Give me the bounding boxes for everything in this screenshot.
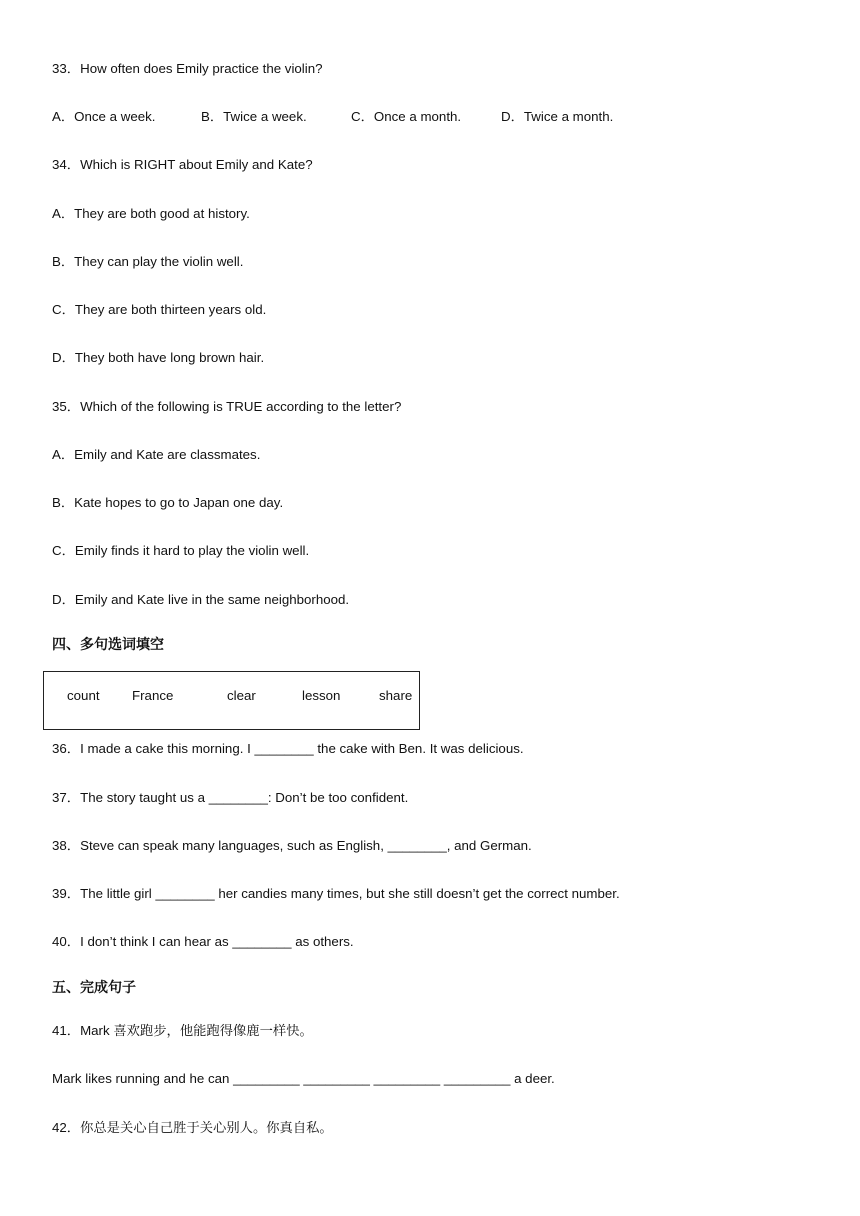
option-c: C．They are both thirteen years old. — [52, 302, 267, 317]
fill-item-37: 37．The story taught us a ________: Don’t be too confident. — [52, 790, 409, 805]
fill-item-36: 36．I made a cake this morning. I ________ the cake with Ben. It was delicious. — [52, 741, 524, 756]
option-b: B．Kate hopes to go to Japan one day. — [52, 495, 284, 510]
option-d: D．Twice a month. — [501, 109, 614, 124]
question-text: 35．Which of the following is TRUE according to the letter? — [52, 399, 402, 414]
option-a: A．They are both good at history. — [52, 206, 250, 221]
option-c: C．Emily finds it hard to play the violin well. — [52, 543, 310, 558]
question-text: 33．How often does Emily practice the violin? — [52, 61, 323, 76]
fill-item-38: 38．Steve can speak many languages, such as English, ________, and German. — [52, 838, 532, 853]
fill-item-39: 39．The little girl ________ her candies many times, but she still doesn’t get the correct number. — [52, 886, 620, 901]
word-bank-item: France — [132, 688, 174, 703]
question-41-sentence: Mark likes running and he can _________ _________ _________ _________ a deer. — [52, 1071, 555, 1086]
question-text: 34．Which is RIGHT about Emily and Kate? — [52, 157, 313, 172]
word-bank — [43, 671, 420, 730]
question-42-prompt: 42．你总是关心自己胜于关心别人。你真自私。 — [52, 1120, 333, 1135]
word-bank-item: clear — [227, 688, 256, 703]
option-a: A．Once a week. — [52, 109, 156, 124]
option-c: C．Once a month. — [351, 109, 462, 124]
word-bank-item: count — [67, 688, 100, 703]
option-a: A．Emily and Kate are classmates. — [52, 447, 261, 462]
section-heading: 五、完成句子 — [52, 979, 136, 995]
word-bank-item: lesson — [302, 688, 341, 703]
option-d: D．Emily and Kate live in the same neighborhood. — [52, 592, 350, 607]
option-b: B．They can play the violin well. — [52, 254, 244, 269]
section-heading: 四、多句选词填空 — [52, 636, 164, 652]
options-row — [52, 108, 752, 126]
fill-item-40: 40．I don’t think I can hear as ________ as others. — [52, 934, 354, 949]
option-d: D．They both have long brown hair. — [52, 350, 265, 365]
question-41-prompt: 41．Mark 喜欢跑步，他能跑得像鹿一样快。 — [52, 1023, 313, 1038]
option-b: B．Twice a week. — [201, 109, 307, 124]
word-bank-item: share — [379, 688, 413, 703]
